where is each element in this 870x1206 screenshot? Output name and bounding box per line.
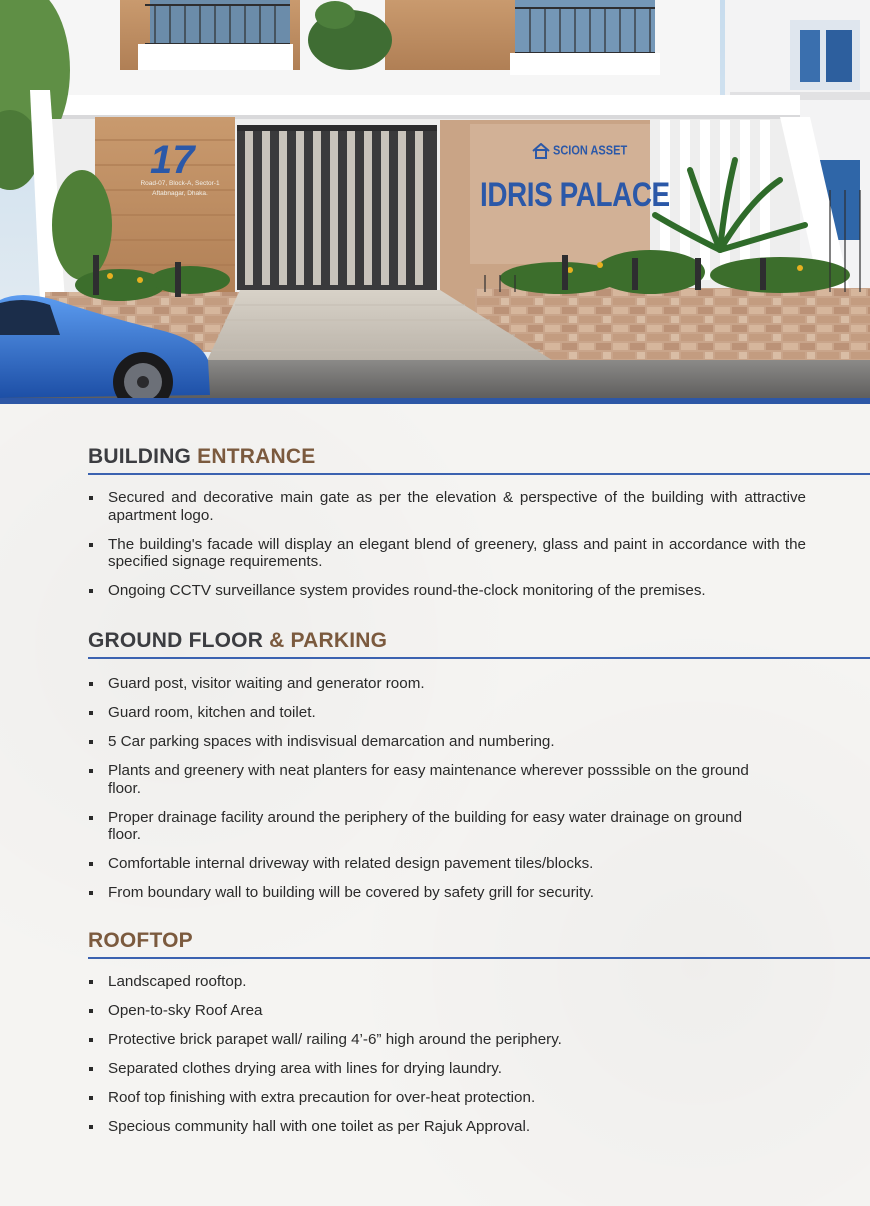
- feature-list: [88, 675, 870, 902]
- brand-logo: [532, 136, 627, 166]
- feature-list: [88, 973, 870, 1136]
- section-title-part-b: ROOFTOP: [88, 929, 193, 952]
- section-building-entrance: [88, 445, 870, 611]
- building-hero-image: [0, 0, 870, 400]
- list-item: The building's facade will display an elegant blend of greenery, glass and paint in accordance with the specified signage requirements.: [88, 536, 806, 571]
- building-illustration: [0, 0, 870, 400]
- list-item: Protective brick parapet wall/ railing 4’-6” high around the periphery.: [88, 1031, 808, 1049]
- list-item: Guard room, kitchen and toilet.: [88, 704, 808, 722]
- list-item: Comfortable internal driveway with related design pavement tiles/blocks.: [88, 855, 808, 873]
- section-title: [88, 629, 870, 659]
- house-number: 17: [150, 138, 195, 182]
- list-item: From boundary wall to building will be covered by safety grill for security.: [88, 884, 808, 902]
- section-ground-floor-parking: [88, 629, 870, 913]
- building-name-sign: IDRIS PALACE: [480, 176, 670, 214]
- list-item: Plants and greenery with neat planters for easy maintenance wherever posssible on the ground floor.: [88, 762, 768, 797]
- section-rooftop: [88, 929, 870, 1147]
- brand-name: SCION ASSET: [553, 143, 628, 159]
- address-line-1: Road-07, Block-A, Sector-1: [140, 180, 220, 187]
- feature-list: [88, 489, 808, 600]
- list-item: Proper drainage facility around the periphery of the building for easy water drainage on ground floor.: [88, 809, 768, 844]
- list-item: Guard post, visitor waiting and generator room.: [88, 675, 808, 693]
- list-item: Secured and decorative main gate as per the elevation & perspective of the building with attractive apartment logo.: [88, 489, 806, 524]
- section-title-part-a: BUILDING: [88, 445, 192, 468]
- list-item: Landscaped rooftop.: [88, 973, 808, 991]
- content-area: [0, 404, 870, 1206]
- section-title: [88, 929, 870, 959]
- list-item: Roof top finishing with extra precaution for over-heat protection.: [88, 1089, 808, 1107]
- section-title-part-a: GROUND FLOOR: [88, 629, 264, 652]
- house-logo-icon: [532, 143, 550, 159]
- section-title-part-b: ENTRANCE: [197, 445, 316, 468]
- address-line-2: Aftabnagar, Dhaka.: [152, 190, 208, 197]
- list-item: Open-to-sky Roof Area: [88, 1002, 808, 1020]
- section-title-part-b: & PARKING: [269, 629, 388, 652]
- list-item: 5 Car parking spaces with indisvisual demarcation and numbering.: [88, 733, 808, 751]
- list-item: Separated clothes drying area with lines for drying laundry.: [88, 1060, 808, 1078]
- section-title: [88, 445, 870, 475]
- list-item: Specious community hall with one toilet as per Rajuk Approval.: [88, 1118, 808, 1136]
- list-item: Ongoing CCTV surveillance system provides round-the-clock monitoring of the premises.: [88, 582, 806, 600]
